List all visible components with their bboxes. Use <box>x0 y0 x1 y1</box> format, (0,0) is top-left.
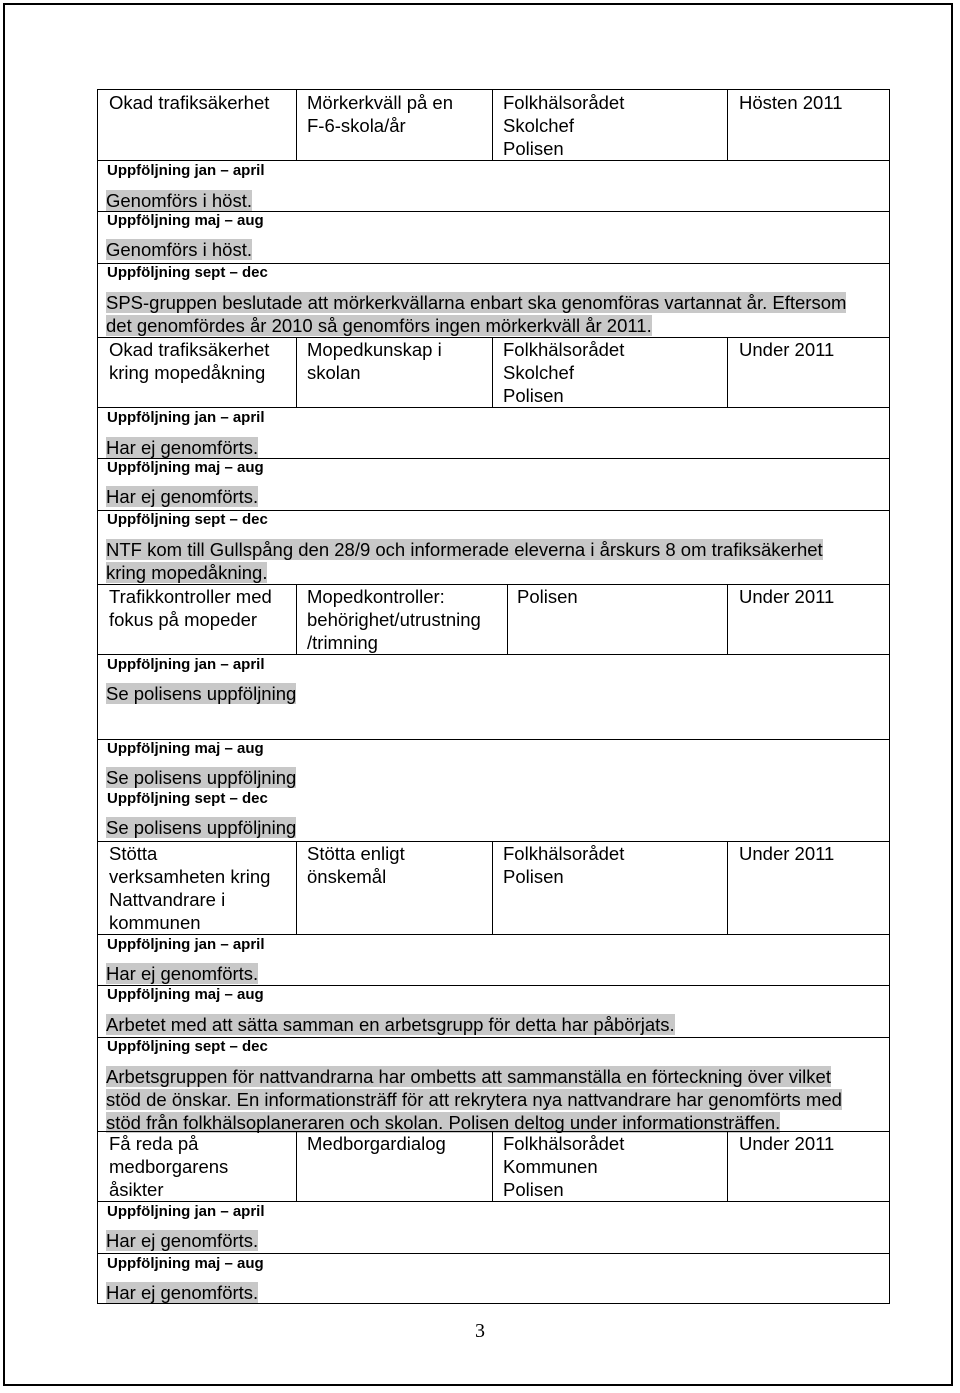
plan-row <box>98 1131 889 1201</box>
followup-section <box>98 985 889 1037</box>
followup-label: Uppföljning jan – april <box>107 656 265 673</box>
followup-text: Se polisens uppföljning <box>106 683 297 704</box>
followup-label: Uppföljning sept – dec <box>107 264 268 281</box>
followup-text-line: stöd från folkhälsoplaneraren och skolan. Polisen deltog under informationsträffen. <box>106 1112 781 1133</box>
followup-label: Uppföljning jan – april <box>107 162 265 179</box>
responsible-cell: Polisen <box>517 586 578 607</box>
followup-text: Har ej genomförts. <box>106 437 259 458</box>
responsible-cell: Folkhälsorådet Skolchef Polisen <box>503 92 625 159</box>
when-cell: Under 2011 <box>739 843 835 864</box>
followup-text-line: NTF kom till Gullspång den 28/9 och informerade eleverna i årskurs 8 om trafiksäkerhet <box>106 539 823 560</box>
when-cell: Under 2011 <box>739 1133 835 1154</box>
followup-text-line: Arbetsgruppen för nattvandrarna har ombetts att sammanställa en förteckning över vilket <box>106 1066 831 1087</box>
goal-cell: Okad trafiksäkerhet kring mopedåkning <box>109 339 270 383</box>
followup-label: Uppföljning jan – april <box>107 409 265 426</box>
responsible-cell: Folkhälsorådet Skolchef Polisen <box>503 339 625 406</box>
followup-section <box>98 510 889 584</box>
activity-cell: Mopedkontroller: behörighet/utrustning /trimning <box>307 586 481 653</box>
goal-cell: Stötta verksamheten kring Nattvandrare i kommunen <box>109 843 271 933</box>
followup-section <box>98 458 889 510</box>
plan-row <box>98 337 889 407</box>
goal-cell: Få reda på medborgarens åsikter <box>109 1133 229 1200</box>
followup-label: Uppföljning jan – april <box>107 1203 265 1220</box>
action-plan-table <box>97 89 890 1304</box>
followup-label: Uppföljning maj – aug <box>107 459 264 476</box>
activity-cell: Mopedkunskap i skolan <box>307 339 442 383</box>
followup-label: Uppföljning maj – aug <box>107 740 264 757</box>
followup-text: Har ej genomförts. <box>106 486 259 507</box>
followup-section <box>98 739 889 790</box>
followup-section <box>98 934 889 985</box>
followup-text: Har ej genomförts. <box>106 1230 259 1251</box>
page-number: 3 <box>475 1320 485 1342</box>
goal-cell: Trafikkontroller med fokus på mopeder <box>109 586 272 630</box>
followup-section <box>98 263 889 337</box>
followup-label: Uppföljning sept – dec <box>107 1038 268 1055</box>
responsible-cell: Folkhälsorådet Polisen <box>503 843 625 887</box>
activity-cell: Medborgardialog <box>307 1133 446 1154</box>
followup-section <box>98 654 889 739</box>
followup-label: Uppföljning maj – aug <box>107 1255 264 1272</box>
followup-label: Uppföljning sept – dec <box>107 511 268 528</box>
followup-text-line: stöd de önskar. En informationsträff för att rekrytera nya nattvandrare har genomförts med <box>106 1089 842 1110</box>
followup-section <box>98 160 889 211</box>
goal-cell: Okad trafiksäkerhet <box>109 92 270 113</box>
followup-text: Se polisens uppföljning <box>106 817 297 838</box>
followup-label: Uppföljning maj – aug <box>107 212 264 229</box>
followup-text-line: det genomfördes år 2010 så genomförs ingen mörkerkväll år 2011. <box>106 315 652 336</box>
followup-text-line: kring mopedåkning. <box>106 562 268 583</box>
when-cell: Under 2011 <box>739 339 835 360</box>
followup-text: Genomförs i höst. <box>106 190 253 211</box>
followup-section <box>98 211 889 263</box>
activity-cell: Mörkerkväll på en F-6-skola/år <box>307 92 454 136</box>
followup-section <box>98 407 889 458</box>
plan-row <box>98 584 889 654</box>
followup-text: Se polisens uppföljning <box>106 767 297 788</box>
followup-label: Uppföljning sept – dec <box>107 790 268 807</box>
followup-label: Uppföljning jan – april <box>107 936 265 953</box>
followup-section <box>98 1253 889 1304</box>
followup-text-line: SPS-gruppen beslutade att mörkerkvällarna enbart ska genomföras vartannat år. Eftersom <box>106 292 847 313</box>
followup-section <box>98 790 889 840</box>
followup-label: Uppföljning maj – aug <box>107 986 264 1003</box>
followup-text: Arbetet med att sätta samman en arbetsgrupp för detta har påbörjats. <box>106 1014 675 1035</box>
followup-text: Har ej genomförts. <box>106 963 259 984</box>
responsible-cell: Folkhälsorådet Kommunen Polisen <box>503 1133 625 1200</box>
when-cell: Under 2011 <box>739 586 835 607</box>
followup-section <box>98 1037 889 1131</box>
when-cell: Hösten 2011 <box>739 92 843 113</box>
followup-text: Har ej genomförts. <box>106 1282 259 1303</box>
activity-cell: Stötta enligt önskemål <box>307 843 405 887</box>
followup-text: Genomförs i höst. <box>106 239 253 260</box>
plan-row <box>98 90 889 160</box>
followup-section <box>98 1201 889 1253</box>
plan-row <box>98 841 889 934</box>
